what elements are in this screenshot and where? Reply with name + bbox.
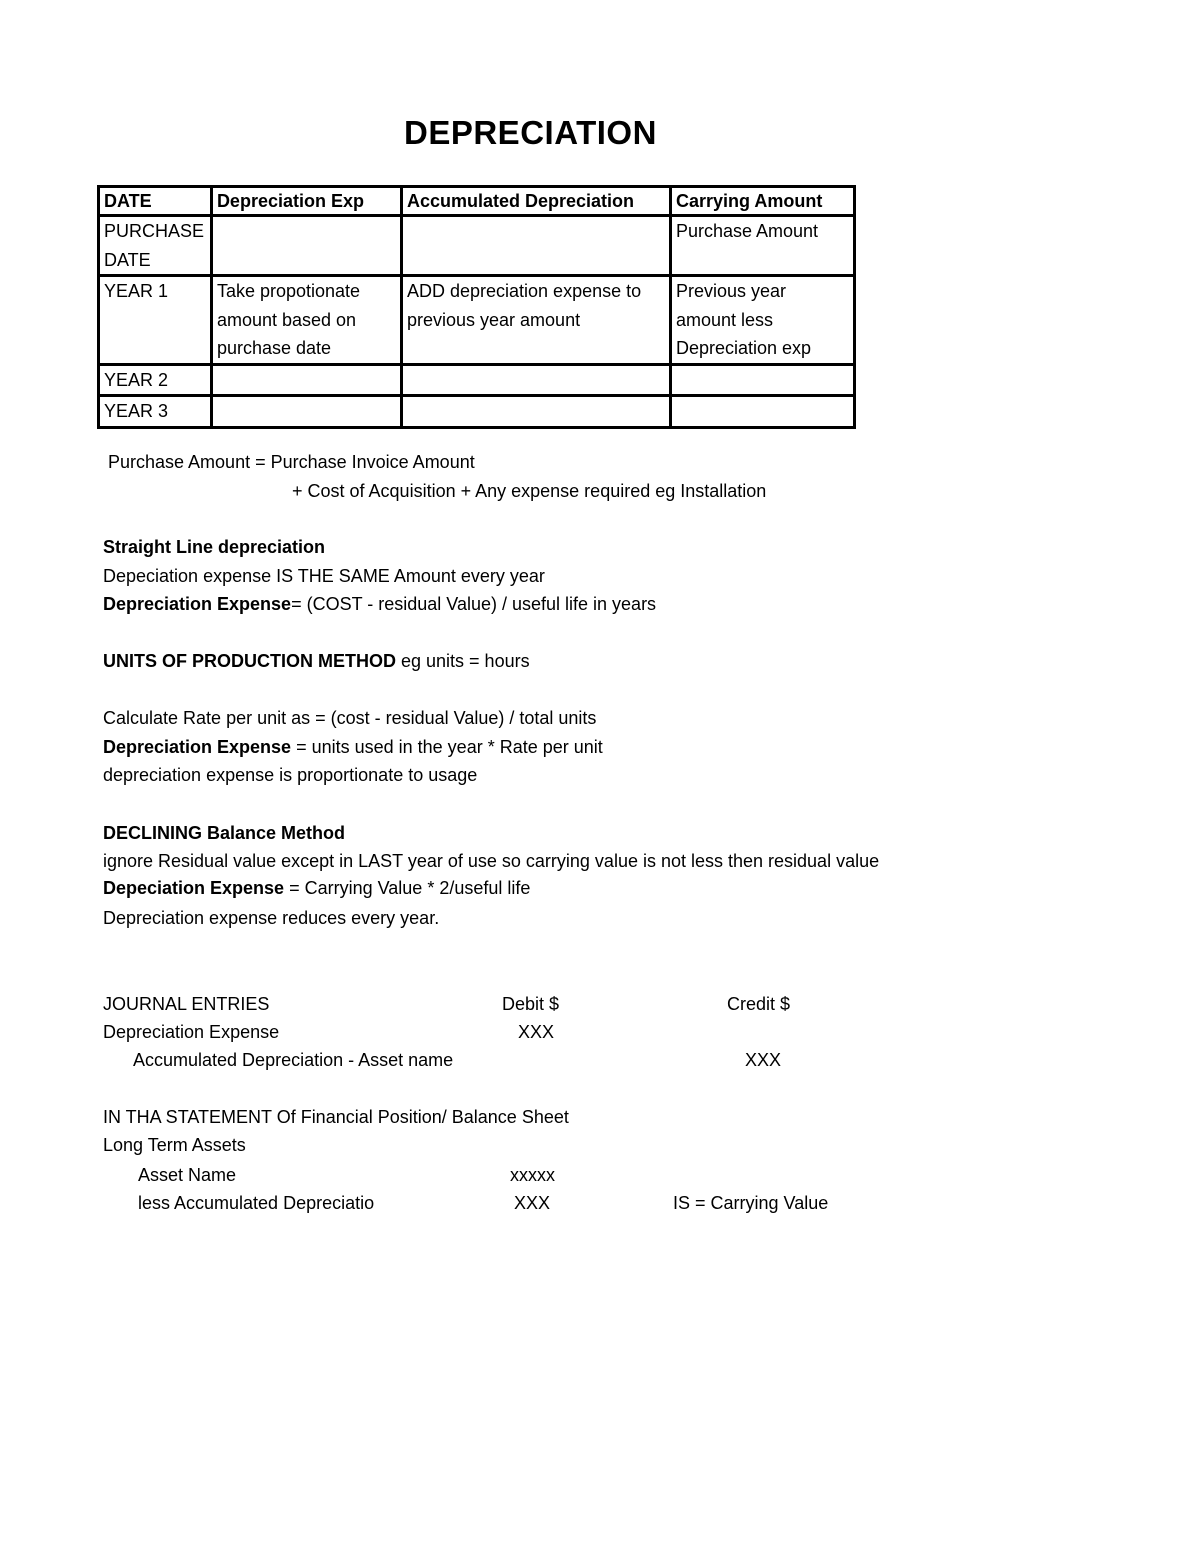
units-rate-line: Calculate Rate per unit as = (cost - residual Value) / total units xyxy=(103,708,597,728)
table-header-cell: Depreciation Exp xyxy=(211,187,401,216)
table-cell: YEAR 1 xyxy=(99,276,212,365)
units-heading-label: UNITS OF PRODUCTION METHOD xyxy=(103,651,396,671)
journal-heading: JOURNAL ENTRIES xyxy=(103,994,270,1014)
table-cell: PURCHASE DATE xyxy=(99,216,212,276)
formula-text: = units used in the year * Rate per unit xyxy=(291,737,603,757)
table-cell xyxy=(211,216,401,276)
formula-text: = Carrying Value * 2/useful life xyxy=(284,878,531,898)
table-cell xyxy=(670,364,854,396)
table-header-cell: DATE xyxy=(99,187,212,216)
page-title: DEPRECIATION xyxy=(404,114,657,151)
journal-credit-value: XXX xyxy=(745,1050,782,1070)
balance-sheet-heading: IN THA STATEMENT Of Financial Position/ Balance Sheet xyxy=(103,1107,569,1127)
formula-label: Depreciation Expense xyxy=(103,594,292,614)
carrying-value-note: IS = Carrying Value xyxy=(673,1193,829,1213)
declining-heading: DECLINING Balance Method xyxy=(103,823,346,843)
table-cell: YEAR 2 xyxy=(99,364,212,396)
table-header-cell: Accumulated Depreciation xyxy=(401,187,670,216)
units-note: depreciation expense is proportionate to usage xyxy=(103,765,478,785)
table-row xyxy=(99,276,855,365)
table-header-cell: Carrying Amount xyxy=(670,187,854,216)
table-cell xyxy=(401,396,670,428)
table-row xyxy=(99,396,855,428)
journal-row-label: Accumulated Depreciation - Asset name xyxy=(133,1050,454,1070)
debit-header: Debit $ xyxy=(502,994,560,1014)
declining-formula xyxy=(103,877,530,899)
accumulated-depreciation-label: less Accumulated Depreciatio xyxy=(138,1193,375,1213)
asset-value: xxxxx xyxy=(510,1165,555,1185)
straight-line-heading: Straight Line depreciation xyxy=(103,537,326,557)
table-row xyxy=(99,364,855,396)
journal-debit-value: XXX xyxy=(518,1022,555,1042)
table-cell: YEAR 3 xyxy=(99,396,212,428)
purchase-amount-line: Purchase Amount = Purchase Invoice Amount xyxy=(108,452,475,472)
formula-label: Depreciation Expense xyxy=(103,737,292,757)
depreciation-table xyxy=(97,185,856,429)
purchase-amount-continuation: + Cost of Acquisition + Any expense required eg Installation xyxy=(292,481,767,501)
table-cell: ADD depreciation expense to previous year amount xyxy=(401,276,670,365)
asset-name-label: Asset Name xyxy=(138,1165,237,1185)
units-heading-note: eg units = hours xyxy=(396,651,530,671)
table-cell xyxy=(211,364,401,396)
straight-line-description: Depeciation expense IS THE SAME Amount every year xyxy=(103,566,545,586)
formula-text: = (COST - residual Value) / useful life in years xyxy=(291,594,657,614)
accumulated-depreciation-value: XXX xyxy=(514,1193,551,1213)
declining-note: Depreciation expense reduces every year. xyxy=(103,908,440,928)
table-header-row xyxy=(99,187,855,216)
table-cell: Purchase Amount xyxy=(670,216,854,276)
table-cell xyxy=(211,396,401,428)
units-heading xyxy=(103,650,530,672)
table-row xyxy=(99,216,855,276)
long-term-assets-label: Long Term Assets xyxy=(103,1135,246,1155)
credit-header: Credit $ xyxy=(727,994,791,1014)
journal-row-label: Depreciation Expense xyxy=(103,1022,280,1042)
table-cell xyxy=(401,364,670,396)
table-cell xyxy=(670,396,854,428)
straight-line-formula xyxy=(103,593,656,615)
table-cell xyxy=(401,216,670,276)
table-cell: Take propotionate amount based on purchase date xyxy=(211,276,401,365)
table-cell: Previous year amount less Depreciation exp xyxy=(670,276,854,365)
units-formula xyxy=(103,736,603,758)
declining-description: ignore Residual value except in LAST year of use so carrying value is not less then residual value xyxy=(103,851,880,871)
formula-label: Depeciation Expense xyxy=(103,878,285,898)
